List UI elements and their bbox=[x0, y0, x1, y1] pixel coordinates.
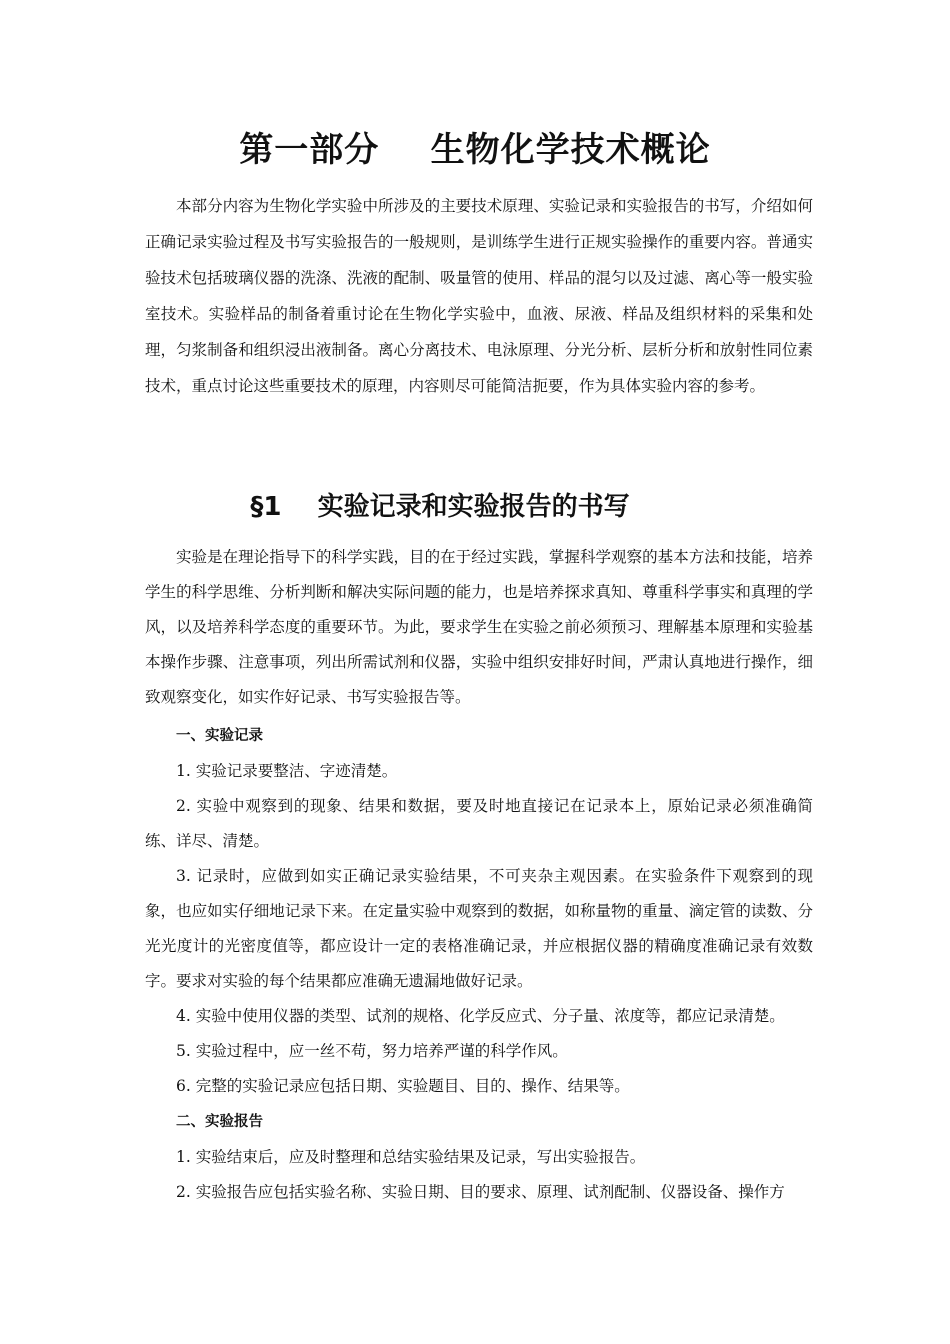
section-title: §1 实验记录和实验报告的书写 bbox=[250, 492, 630, 522]
section-intro-paragraph: 实验是在理论指导下的科学实践，目的在于经过实践，掌握科学观察的基本方法和技能，培养学生的科学思维、分析判断和解决实际问题的能力，也是培养探求真知、尊重科学事实和真理的学风，以及培养科学态度的重要环节。为此，要求学生在实验之前必须预习、理解基本原理和实验基本操作步骤、注意事项，列出所需试剂和仪器，实验中组织安排好时间，严肃认真地进行操作，细致观察变化，如实作好记录、书写实验报告等。 bbox=[145, 548, 813, 706]
records-item-6: 6. 完整的实验记录应包括日期、实验题目、目的、操作、结果等。 bbox=[176, 1077, 630, 1095]
records-item-5: 5. 实验过程中，应一丝不苟，努力培养严谨的科学作风。 bbox=[176, 1042, 568, 1060]
records-heading: 一、实验记录 bbox=[176, 728, 263, 744]
records-item-4: 4. 实验中使用仪器的类型、试剂的规格、化学反应式、分子量、浓度等，都应记录清楚。 bbox=[176, 1007, 785, 1025]
part-intro-block bbox=[145, 188, 813, 404]
records-item-1: 1. 实验记录要整洁、字迹清楚。 bbox=[176, 762, 398, 780]
report-item-2: 2. 实验报告应包括实验名称、实验日期、目的要求、原理、试剂配制、仪器设备、操作方 bbox=[176, 1183, 785, 1201]
part-title: 第一部分 生物化学技术概论 bbox=[239, 130, 711, 170]
report-item-1: 1. 实验结束后，应及时整理和总结实验结果及记录，写出实验报告。 bbox=[176, 1148, 646, 1166]
records-item-3: 3. 记录时，应做到如实正确记录实验结果，不可夹杂主观因素。在实验条件下观察到的现象，也应如实仔细地记录下来。在定量实验中观察到的数据，如称量物的重量、滴定管的读数、分光光度计的光密度值等，都应设计一定的表格准确记录，并应根据仪器的精确度准确记录有效数字。要求对实验的每个结果都应准确无遗漏地做好记录。 bbox=[145, 867, 813, 990]
section-body bbox=[145, 540, 813, 1210]
records-item-2: 2. 实验中观察到的现象、结果和数据，要及时地直接记在记录本上，原始记录必须准确简练、详尽、清楚。 bbox=[145, 797, 813, 850]
part-intro-paragraph: 本部分内容为生物化学实验中所涉及的主要技术原理、实验记录和实验报告的书写，介绍如何正确记录实验过程及书写实验报告的一般规则，是训练学生进行正规实验操作的重要内容。普通实验技术包括玻璃仪器的洗涤、洗液的配制、吸量管的使用、样品的混匀以及过滤、离心等一般实验室技术。实验样品的制备着重讨论在生物化学实验中，血液、尿液、样品及组织材料的采集和处理，匀浆制备和组织浸出液制备。离心分离技术、电泳原理、分光分析、层析分析和放射性同位素技术，重点讨论这些重要技术的原理，内容则尽可能简洁扼要，作为具体实验内容的参考。 bbox=[145, 197, 813, 395]
report-heading: 二、实验报告 bbox=[176, 1114, 263, 1130]
